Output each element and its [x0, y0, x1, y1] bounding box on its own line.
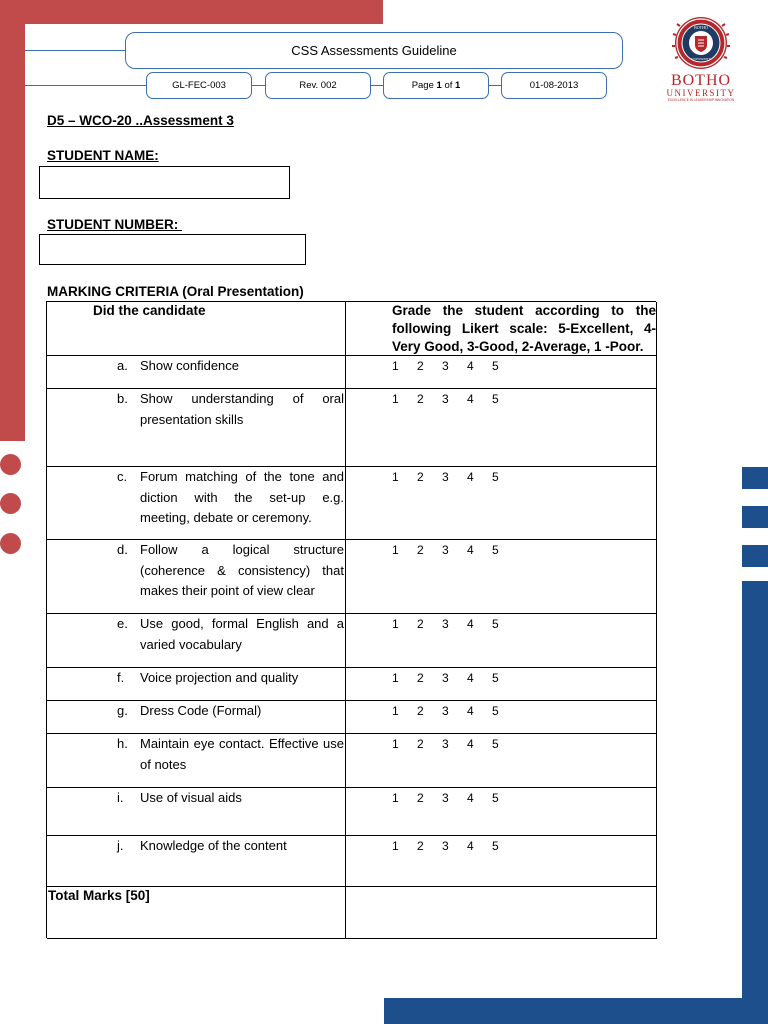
blue-square-decoration	[742, 545, 768, 567]
likert-score-option[interactable]: 1	[392, 791, 399, 805]
likert-score-option[interactable]: 5	[492, 737, 499, 751]
total-marks-label-cell	[47, 887, 346, 939]
criterion-text: Knowledge of the content	[140, 838, 287, 853]
column-header-candidate	[47, 302, 346, 356]
likert-score-option[interactable]: 1	[392, 543, 399, 557]
criterion-text: Use of visual aids	[140, 790, 242, 805]
likert-score-option[interactable]: 4	[467, 791, 474, 805]
student-name-label: STUDENT NAME:	[47, 148, 159, 163]
likert-score-option[interactable]: 3	[442, 791, 449, 805]
likert-scale-cell	[346, 540, 657, 614]
likert-scale-cell	[346, 614, 657, 668]
page-number	[383, 72, 489, 99]
criterion-letter: a.	[117, 358, 128, 373]
criterion-text: Maintain eye contact. Effective use of notes	[140, 736, 344, 772]
student-number-label: STUDENT NUMBER:	[47, 217, 182, 232]
logo-tagline: EXCELLENCE IN LEADERSHIP INNOVATION	[667, 98, 735, 102]
criterion-letter: f.	[117, 670, 125, 685]
document-title: CSS Assessments Guideline	[125, 32, 623, 69]
likert-score-option[interactable]: 4	[467, 543, 474, 557]
logo-subtitle: UNIVERSITY	[666, 88, 736, 98]
criterion-letter: g.	[117, 703, 128, 718]
header-connector-line	[25, 50, 125, 51]
criterion-letter: e.	[117, 616, 128, 631]
criterion-letter: j.	[117, 838, 124, 853]
criterion-letter: h.	[117, 736, 128, 751]
likert-score-option[interactable]: 2	[417, 737, 424, 751]
likert-scale-cell	[346, 788, 657, 836]
likert-scale-cell	[346, 668, 657, 701]
criterion-text: Follow a logical structure (coherence & consistency) that makes their point of view clear	[140, 542, 344, 598]
likert-score-option[interactable]: 5	[492, 704, 499, 718]
likert-score-option[interactable]: 3	[442, 392, 449, 406]
likert-scale-cell	[346, 701, 657, 734]
likert-score-option[interactable]: 2	[417, 671, 424, 685]
page-total: 1	[455, 80, 461, 91]
likert-score-option[interactable]: 4	[467, 704, 474, 718]
column-header-grade-text: Grade the student according to the following Likert scale: 5-Excellent, 4-Very Good, 3-Good, 2-Average, 1 -Poor.	[392, 303, 656, 354]
likert-score-option[interactable]: 5	[492, 359, 499, 373]
blue-right-band	[742, 581, 768, 1024]
criterion-cell	[47, 614, 346, 668]
university-seal-icon	[668, 14, 734, 72]
likert-score-option[interactable]: 5	[492, 543, 499, 557]
header-connector-line	[370, 85, 383, 86]
criterion-letter: i.	[117, 790, 124, 805]
criterion-text: Use good, formal English and a varied vocabulary	[140, 616, 344, 652]
likert-scale-cell	[346, 356, 657, 389]
document-code: GL-FEC-003	[146, 72, 252, 99]
criterion-letter: c.	[117, 469, 128, 484]
likert-score-option[interactable]: 2	[417, 704, 424, 718]
likert-score-option[interactable]: 1	[392, 359, 399, 373]
likert-score-option[interactable]: 5	[492, 617, 499, 631]
criterion-cell	[47, 788, 346, 836]
likert-score-option[interactable]: 2	[417, 543, 424, 557]
likert-score-option[interactable]: 3	[442, 359, 449, 373]
page-of: of	[441, 80, 456, 91]
criterion-letter: b.	[117, 391, 128, 406]
likert-score-option[interactable]: 1	[392, 671, 399, 685]
likert-score-option[interactable]: 5	[492, 791, 499, 805]
assessment-title: D5 – WCO-20 ..Assessment 3	[47, 113, 234, 128]
likert-score-option[interactable]: 1	[392, 737, 399, 751]
likert-score-option[interactable]: 4	[467, 737, 474, 751]
likert-score-option[interactable]: 3	[442, 737, 449, 751]
criterion-text: Show confidence	[140, 358, 240, 373]
criterion-text: Dress Code (Formal)	[140, 703, 262, 718]
document-date: 01-08-2013	[501, 72, 607, 99]
criterion-text: Show understanding of oral presentation skills	[140, 391, 344, 427]
botho-university-logo	[664, 14, 738, 106]
likert-score-option[interactable]: 2	[417, 617, 424, 631]
likert-score-option[interactable]: 1	[392, 617, 399, 631]
student-name-field[interactable]	[39, 166, 290, 199]
likert-score-option[interactable]: 3	[442, 617, 449, 631]
red-dot-decoration	[0, 493, 21, 514]
likert-score-option[interactable]: 2	[417, 359, 424, 373]
logo-name: BOTHO	[670, 72, 732, 89]
criterion-cell	[47, 836, 346, 887]
page-prefix: Page	[411, 80, 437, 91]
likert-score-option[interactable]: 4	[467, 617, 474, 631]
criterion-cell	[47, 467, 346, 540]
likert-score-option[interactable]: 4	[467, 839, 474, 853]
page-current: 1	[436, 80, 442, 91]
likert-scale-cell	[346, 389, 657, 467]
criterion-cell	[47, 734, 346, 788]
total-marks-label: Total Marks [50]	[48, 888, 150, 903]
marking-criteria-title: MARKING CRITERIA (Oral Presentation)	[47, 284, 304, 299]
likert-score-option[interactable]: 1	[392, 704, 399, 718]
likert-score-option[interactable]: 2	[417, 470, 424, 484]
criterion-letter: d.	[117, 542, 128, 557]
likert-scale-cell	[346, 836, 657, 887]
seal-text: BOTHO	[694, 25, 708, 30]
criterion-cell	[47, 668, 346, 701]
likert-scale-cell	[346, 467, 657, 540]
likert-score-option[interactable]: 4	[467, 392, 474, 406]
criterion-cell	[47, 701, 346, 734]
likert-score-option[interactable]: 1	[392, 839, 399, 853]
likert-score-option[interactable]: 2	[417, 392, 424, 406]
likert-score-option[interactable]: 3	[442, 470, 449, 484]
criterion-cell	[47, 540, 346, 614]
criterion-cell	[47, 389, 346, 467]
blue-bottom-band	[384, 998, 768, 1024]
column-header-candidate-text: Did the candidate	[93, 303, 206, 318]
likert-score-option[interactable]: 4	[467, 359, 474, 373]
criterion-text: Voice projection and quality	[140, 670, 299, 685]
criterion-cell	[47, 356, 346, 389]
likert-score-option[interactable]: 5	[492, 470, 499, 484]
likert-score-option[interactable]: 1	[392, 392, 399, 406]
criterion-text: Forum matching of the tone and diction with the set-up e.g. meeting, debate or ceremony.	[140, 469, 344, 525]
likert-score-option[interactable]: 3	[442, 543, 449, 557]
likert-score-option[interactable]: 5	[492, 392, 499, 406]
header-connector-line	[25, 85, 146, 86]
likert-score-option[interactable]: 2	[417, 791, 424, 805]
blue-square-decoration	[742, 506, 768, 528]
header-connector-line	[251, 85, 265, 86]
likert-scale-cell	[346, 734, 657, 788]
likert-score-option[interactable]: 1	[392, 470, 399, 484]
column-header-grade	[346, 302, 657, 356]
likert-score-option[interactable]: 4	[467, 470, 474, 484]
likert-score-option[interactable]: 3	[442, 704, 449, 718]
red-dot-decoration	[0, 454, 21, 475]
seal-subtext: UNIVERSITY	[690, 57, 712, 61]
red-dot-decoration	[0, 533, 21, 554]
red-top-band	[0, 0, 383, 24]
revision-number: Rev. 002	[265, 72, 371, 99]
total-marks-value-cell[interactable]	[346, 887, 657, 939]
likert-score-option[interactable]: 3	[442, 671, 449, 685]
likert-score-option[interactable]: 3	[442, 839, 449, 853]
header-connector-line	[488, 85, 501, 86]
red-left-band	[0, 0, 25, 441]
blue-square-decoration	[742, 467, 768, 489]
likert-score-option[interactable]: 5	[492, 671, 499, 685]
student-number-field[interactable]	[39, 234, 306, 265]
marking-criteria-table	[46, 301, 656, 938]
likert-score-option[interactable]: 5	[492, 839, 499, 853]
likert-score-option[interactable]: 4	[467, 671, 474, 685]
likert-score-option[interactable]: 2	[417, 839, 424, 853]
